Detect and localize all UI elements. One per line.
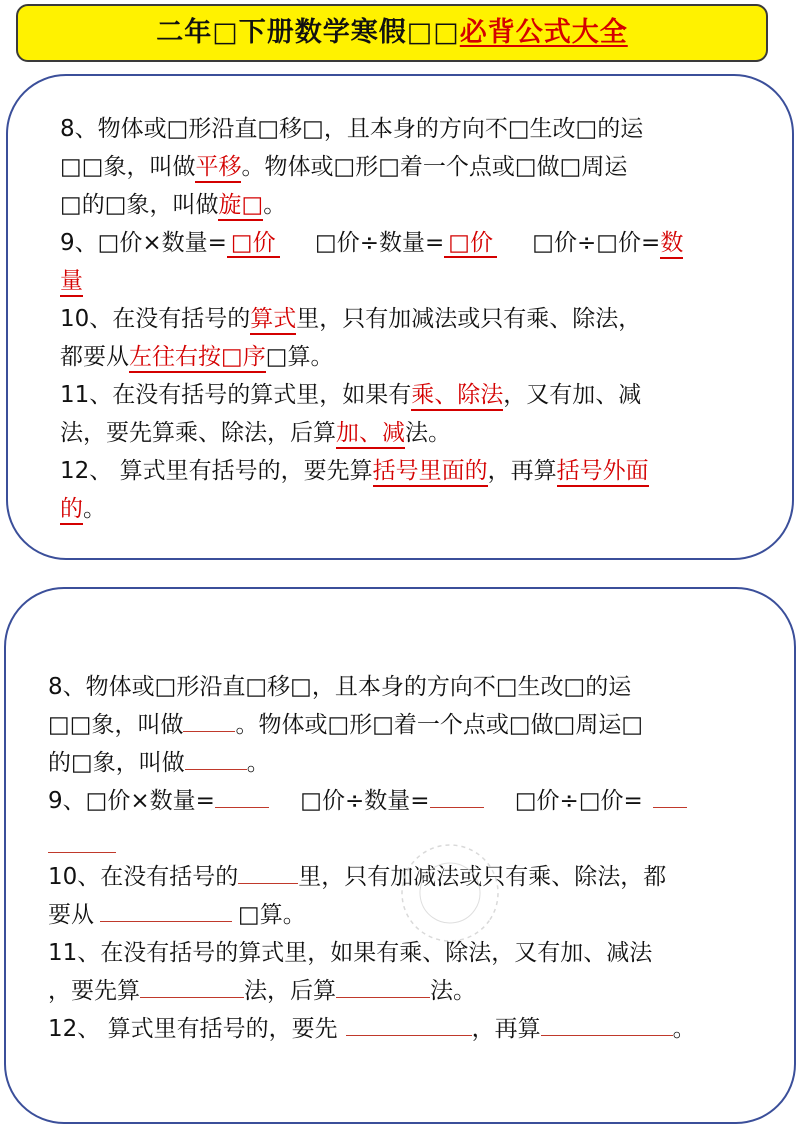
answer-translation: 平移	[195, 154, 241, 183]
blank-outside-brackets[interactable]	[541, 1013, 673, 1036]
answer-line-6: 10、在没有括号的算式里，只有加减法或只有乘、除法，	[60, 300, 641, 338]
exercise-line-10: 12、 算式里有括号的，要先 ，再算 。	[48, 1010, 696, 1048]
answer-line-3: □的□象，叫做旋□。	[60, 186, 286, 224]
answer-line-8: 11、在没有括号的算式里，如果有乘、除法，又有加、减	[60, 376, 641, 414]
exercise-line-3: 的□象，叫做 。	[48, 744, 270, 782]
blank-expression[interactable]	[238, 861, 298, 884]
exercise-line-8: 11、在没有括号的算式里，如果有乘、除法，又有加、减法	[48, 940, 653, 966]
blank-add-sub[interactable]	[336, 975, 430, 998]
exercise-line-1: 8、物体或□形沿直□移□，且本身的方向不□生改□的运	[48, 674, 632, 700]
title-main: 二年□下册数学寒假□□	[156, 17, 460, 48]
blank-translation[interactable]	[183, 709, 235, 732]
answer-line-10: 12、 算式里有括号的，要先算括号里面的，再算括号外面	[60, 452, 649, 490]
answer-rotation: 旋□	[218, 192, 263, 221]
exercise-line-6: 10、在没有括号的 里，只有加减法或只有乘、除法，都	[48, 858, 666, 896]
blank-total-price[interactable]	[215, 785, 269, 808]
blank-unit-price[interactable]	[430, 785, 484, 808]
answer-mult-div: 乘、除法	[411, 382, 503, 411]
answer-total-price: □价	[227, 230, 280, 258]
answer-order: 左往右按□序	[129, 344, 266, 373]
answer-inside-brackets: 括号里面的	[373, 458, 488, 487]
answer-add-sub: 加、减	[336, 420, 405, 449]
answer-line-11: 的。	[60, 490, 106, 528]
blank-rotation[interactable]	[185, 747, 247, 770]
blank-inside-brackets[interactable]	[346, 1013, 472, 1036]
answer-line-1: 8、物体或□形沿直□移□，且本身的方向不□生改□的运	[60, 116, 644, 142]
answer-expression: 算式	[250, 306, 296, 335]
answer-line-2: □□象，叫做平移。物体或□形□着一个点或□做□周运	[60, 148, 627, 186]
answer-line-7: 都要从左往右按□序□算。	[60, 338, 333, 376]
exercise-line-9: ，要先算 法，后算 法。	[48, 972, 476, 1010]
answer-line-4: 9、□价×数量= □价 □价÷数量= □价 □价÷□价=数	[60, 224, 683, 262]
blank-quantity[interactable]	[653, 785, 687, 808]
exercise-line-4: 9、□价×数量= □价÷数量= □价÷□价=	[48, 782, 687, 820]
answer-outside-brackets: 括号外面	[557, 458, 649, 487]
answer-quantity: 数	[660, 230, 683, 259]
exercise-line-7: 要从 □算。	[48, 896, 306, 934]
page-title	[16, 4, 768, 62]
title-highlight: 必背公式大全	[459, 17, 628, 48]
exercise-line-2: □□象，叫做 。物体或□形□着一个点或□做□周运□	[48, 706, 643, 744]
answer-unit-price: □价	[444, 230, 497, 258]
answer-line-5: 量	[60, 262, 83, 300]
answer-line-9: 法，要先算乘、除法，后算加、减法。	[60, 414, 451, 452]
blank-order[interactable]	[100, 899, 232, 922]
blank-mult-div[interactable]	[140, 975, 244, 998]
blank-quantity-continued[interactable]	[48, 852, 116, 853]
